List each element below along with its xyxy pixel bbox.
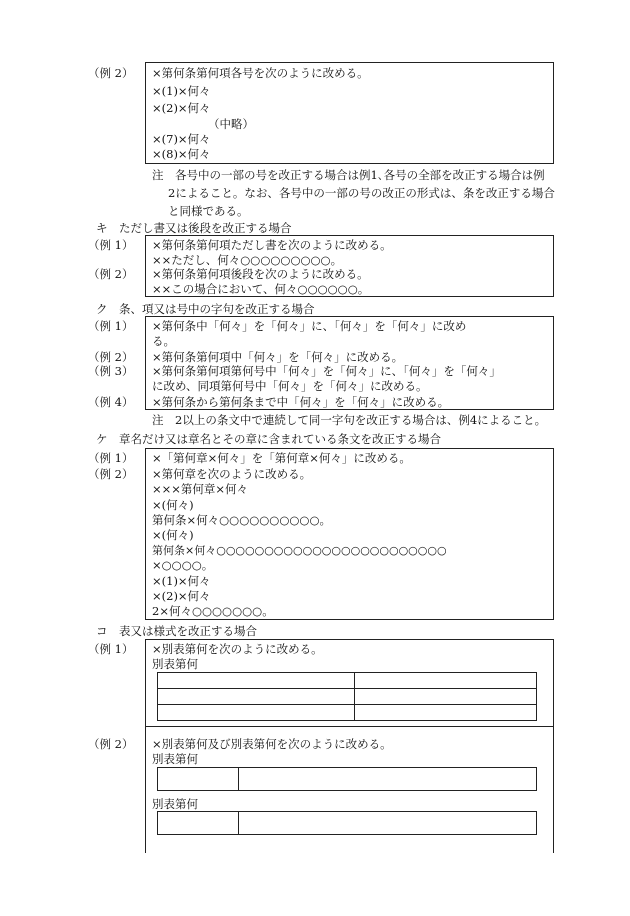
example-label: （例 1） — [88, 319, 134, 333]
text-line: ×○○○○。 — [152, 558, 214, 572]
text-line: ×第何条第何項後段を次のように改める。 — [152, 267, 369, 281]
text-line: ×第何条第何項中「何々」を「何々」に改める。 — [152, 350, 404, 364]
note-line: 注 各号中の一部の号を改正する場合は例1､各号の全部を改正する場合は例 — [152, 168, 545, 182]
example-label: （例 2） — [88, 350, 134, 364]
text-line: ×第何章を次のように改める。 — [152, 467, 312, 481]
example-label: （例 1） — [88, 238, 134, 252]
text-line: ×(8)×何々 — [152, 147, 211, 161]
table-caption: 別表第何 — [152, 797, 198, 811]
text-line: 2×何々○○○○○○○。 — [152, 604, 274, 618]
example-label: （例 2） — [88, 467, 134, 481]
text-line: る。 — [152, 334, 175, 348]
section-heading: コ 表又は様式を改正する場合 — [96, 624, 257, 638]
example-label: （例 2） — [88, 66, 134, 80]
table-caption: 別表第何 — [152, 752, 198, 766]
sample-table — [157, 811, 537, 835]
text-line: ××この場合において、何々○○○○○○。 — [152, 282, 370, 296]
bracket-line — [145, 727, 146, 853]
text-line: ×(何々) — [152, 498, 194, 512]
bracket-line — [553, 727, 554, 853]
text-line: ×××第何章×何々 — [152, 482, 249, 496]
example-label: （例 4） — [88, 395, 134, 409]
text-line: ×(7)×何々 — [152, 132, 211, 146]
text-line: ×第何条第何項各号を次のように改める。 — [152, 66, 369, 80]
sample-table — [157, 672, 537, 721]
example-label: （例 2） — [88, 737, 134, 751]
table-caption: 別表第何 — [152, 657, 198, 671]
text-line: ×(2)×何々 — [152, 589, 211, 603]
example-label: （例 3） — [88, 364, 134, 378]
example-label: （例 1） — [88, 451, 134, 465]
text-line: ×別表第何及び別表第何を次のように改める。 — [152, 737, 392, 751]
example-label: （例 2） — [88, 267, 134, 281]
text-line: 第何条×何々○○○○○○○○○○。 — [152, 513, 331, 527]
text-line: ××ただし、何々○○○○○○○○○。 — [152, 253, 343, 267]
text-line: ×第何条から第何条まで中「何々」を「何々」に改める。 — [152, 395, 450, 409]
text-line: ×(1)×何々 — [152, 574, 211, 588]
text-line: （中略） — [208, 117, 254, 131]
sample-table — [157, 767, 537, 791]
note-line: と同様である。 — [168, 204, 249, 218]
example-label: （例 1） — [88, 642, 134, 656]
section-heading: ケ 章名だけ又は章名とその章に含まれている条文を改正する場合 — [96, 432, 441, 446]
section-heading: ク 条、項又は号中の字句を改正する場合 — [96, 302, 315, 316]
text-line: ×(2)×何々 — [152, 101, 211, 115]
text-line: ×「第何章×何々」を「第何章×何々」に改める。 — [152, 451, 411, 465]
text-line: 第何条×何々○○○○○○○○○○○○○○○○○○○○○○○○ — [152, 544, 447, 557]
note-line: 注 2以上の条文中で連続して同一字句を改正する場合は、例4によること。 — [152, 413, 547, 427]
text-line: ×第何条中「何々」を「何々」に、「何々」を「何々」に改め — [152, 319, 467, 333]
section-heading: キ ただし書又は後段を改正する場合 — [96, 221, 292, 235]
text-line: ×第何条第何項第何号中「何々」を「何々」に、「何々」を「何々」 — [152, 364, 501, 378]
text-line: に改め、同項第何号中「何々」を「何々」に改める。 — [152, 379, 428, 393]
text-line: ×(1)×何々 — [152, 84, 211, 98]
text-line: ×第何条第何項ただし書を次のように改める。 — [152, 238, 392, 252]
text-line: ×別表第何を次のように改める。 — [152, 642, 323, 656]
note-line: 2によること。なお、各号中の一部の号の改正の形式は、条を改正する場合 — [168, 186, 555, 200]
text-line: ×(何々) — [152, 528, 194, 542]
